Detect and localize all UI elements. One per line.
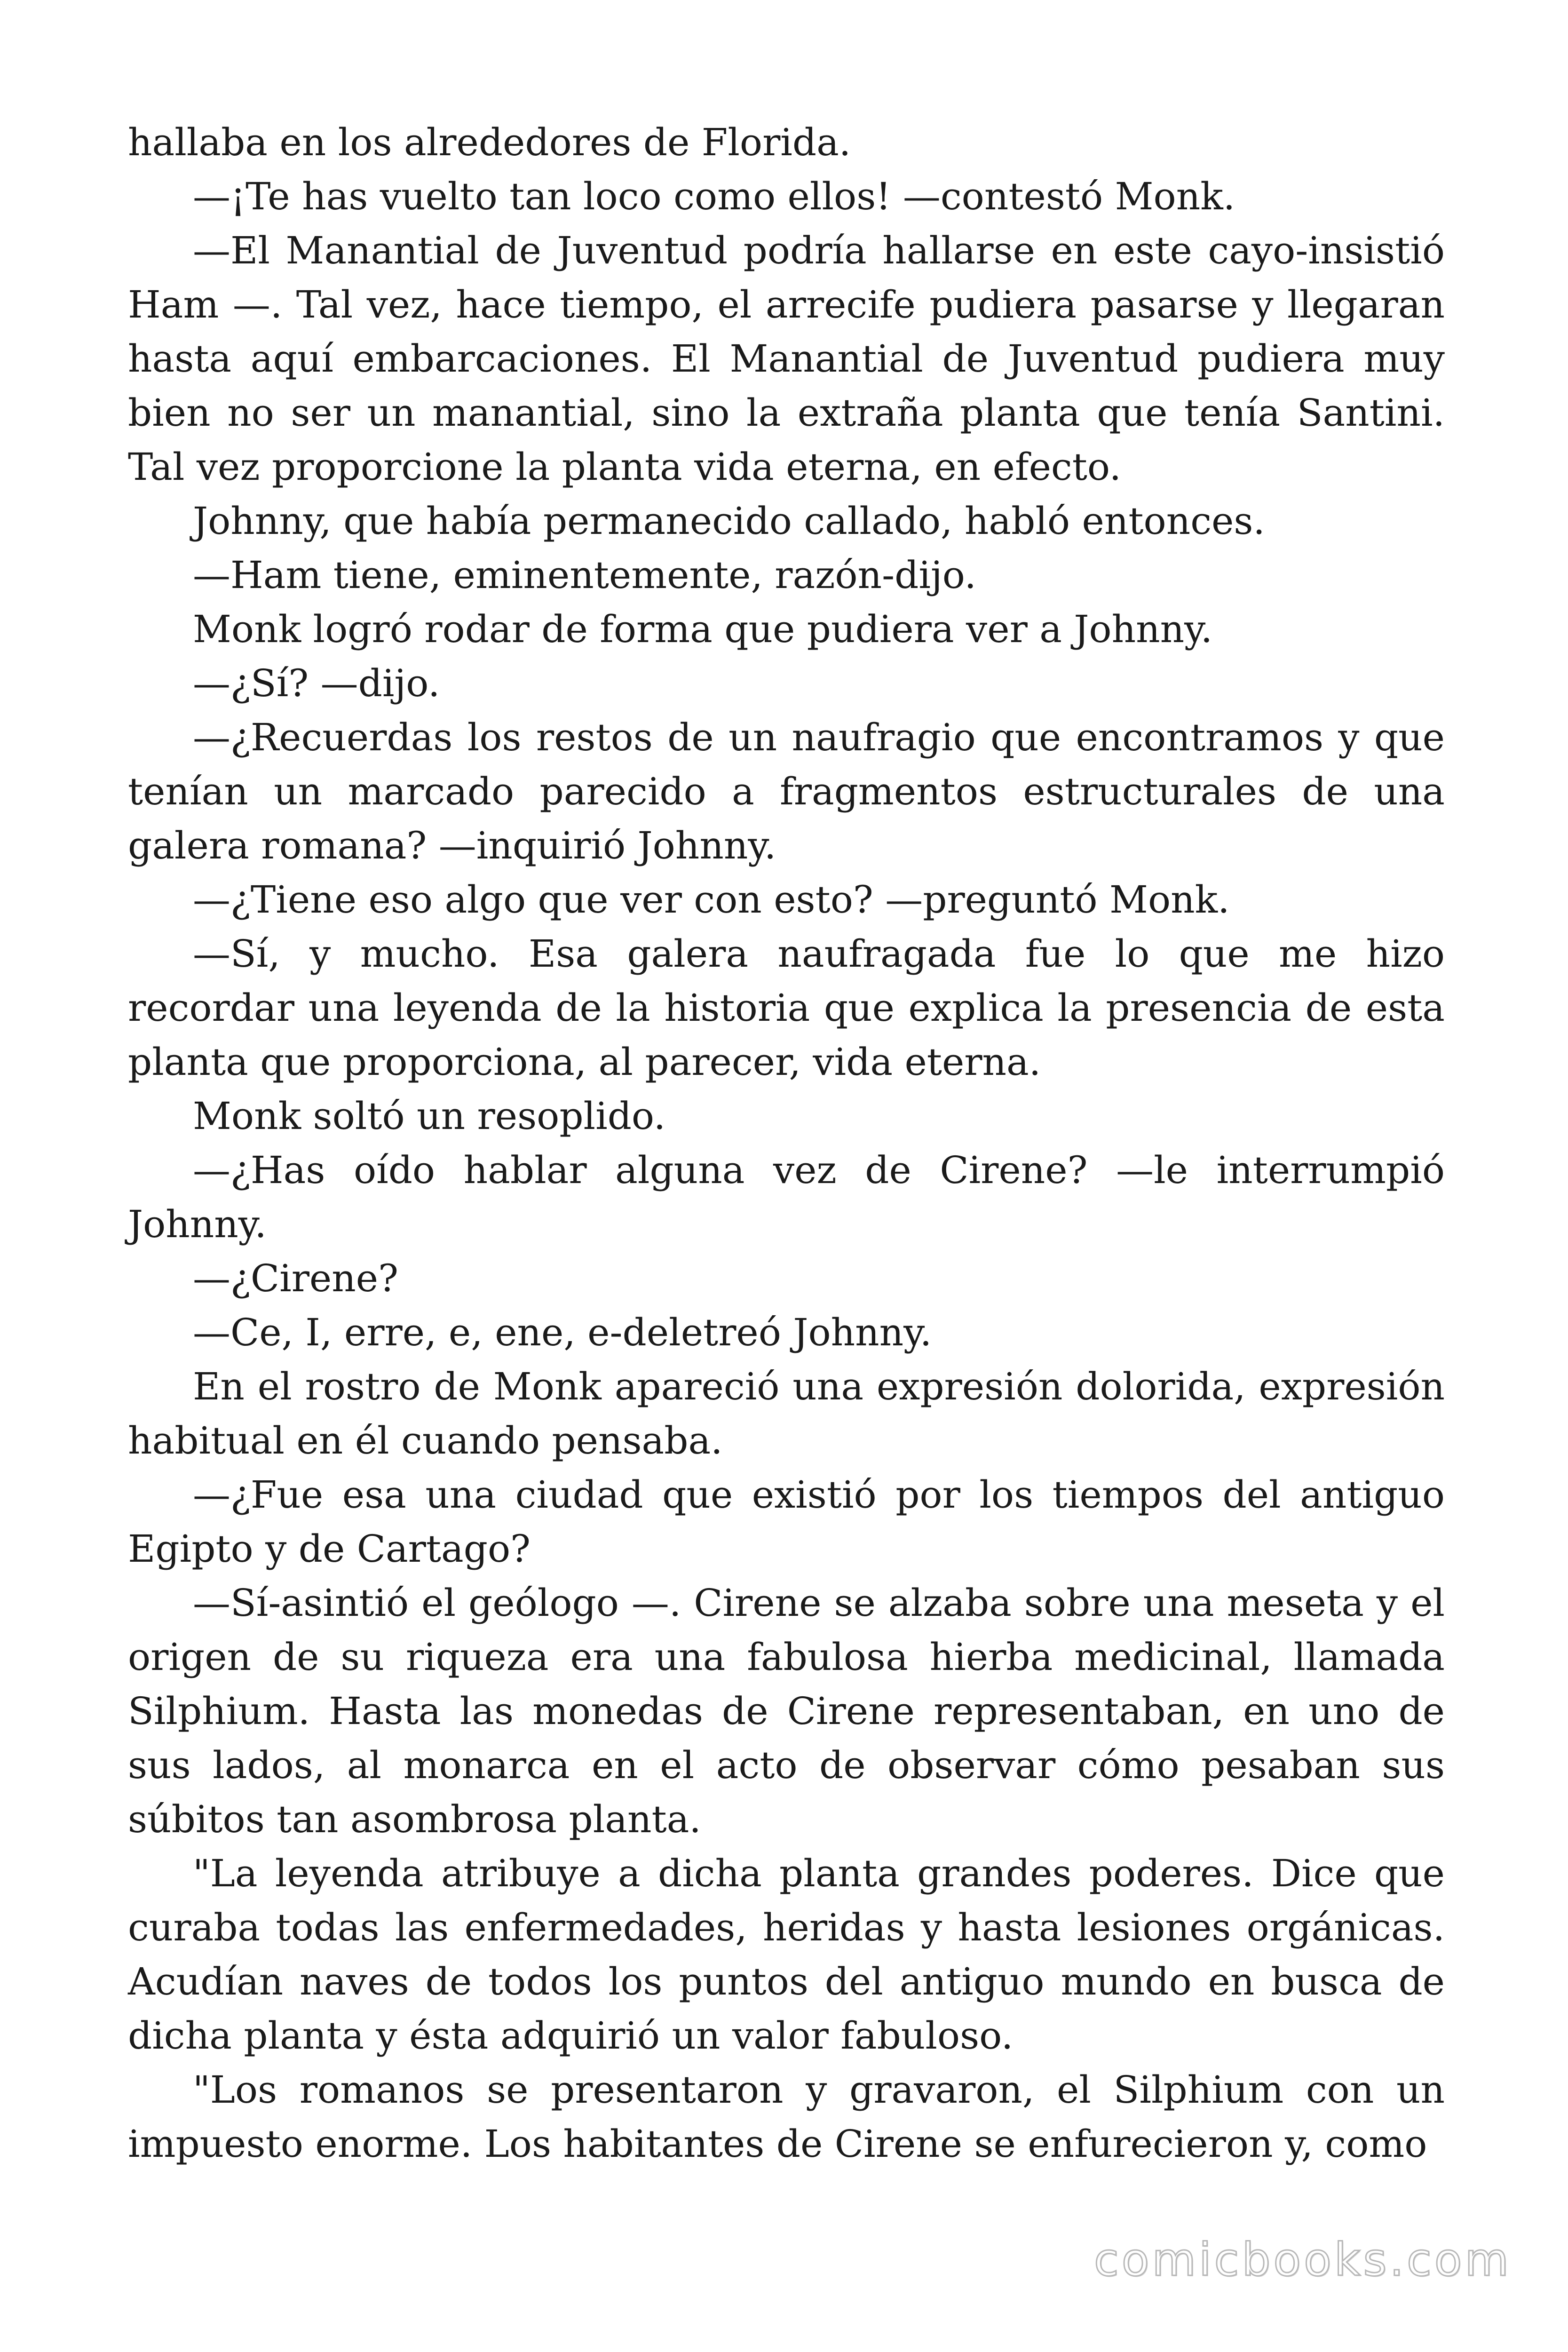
paragraph-continuation: hallaba en los alrededores de Florida.	[128, 120, 851, 164]
paragraph: —¿Cirene?	[193, 1256, 399, 1300]
paragraph: —Sí-asintió el geólogo —. Cirene se alzaba sobre una meseta y el origen de su riqueza era una fabulosa hierba medicinal, llamada Silphium. Hasta las monedas de Cirene representaban, en uno de sus lados, al monarca en el acto de observar cómo pesaban sus súbitos tan asombrosa planta.	[128, 1581, 1445, 1841]
paragraph: —¿Has oído hablar alguna vez de Cirene? —le interrumpió Johnny.	[128, 1148, 1445, 1246]
paragraph: —¿Sí? —dijo.	[193, 661, 440, 705]
paragraph: —¿Recuerdas los restos de un naufragio que encontramos y que tenían un marcado parecido a fragmentos estructurales de una galera romana? —inquirió Johnny.	[128, 715, 1445, 867]
paragraph: "Los romanos se presentaron y gravaron, el Silphium con un impuesto enorme. Los habitantes de Cirene se enfurecieron y, como	[128, 2068, 1445, 2166]
paragraph: Monk soltó un resoplido.	[193, 1094, 666, 1138]
paragraph: —El Manantial de Juventud podría hallarse en este cayo-insistió Ham —. Tal vez, hace tiempo, el arrecife pudiera pasarse y llegaran hasta aquí embarcaciones. El Manantial de Juventud pudiera muy bien no ser un manantial, sino la extraña planta que tenía Santini. Tal vez proporcione la planta vida eterna, en efecto.	[128, 229, 1445, 489]
paragraph: —¿Fue esa una ciudad que existió por los tiempos del antiguo Egipto y de Cartago?	[128, 1473, 1445, 1571]
paragraph: Johnny, que había permanecido callado, habló entonces.	[193, 499, 1265, 543]
paragraph: —¡Te has vuelto tan loco como ellos! —contestó Monk.	[193, 175, 1235, 218]
paragraph: —Ce, I, erre, e, ene, e-deletreó Johnny.	[193, 1311, 932, 1354]
paragraph: —Sí, y mucho. Esa galera naufragada fue lo que me hizo recordar una leyenda de la historia que explica la presencia de esta planta que proporciona, al parecer, vida eterna.	[128, 932, 1445, 1084]
paragraph: —Ham tiene, eminentemente, razón-dijo.	[193, 553, 976, 597]
paragraph: "La leyenda atribuye a dicha planta grandes poderes. Dice que curaba todas las enfermedades, heridas y hasta lesiones orgánicas. Acudían naves de todos los puntos del antiguo mundo en busca de dicha planta y ésta adquirió un valor fabuloso.	[128, 1851, 1445, 2058]
paragraph: Monk logró rodar de forma que pudiera ver a Johnny.	[193, 607, 1213, 651]
paragraph: En el rostro de Monk apareció una expresión dolorida, expresión habitual en él cuando pensaba.	[128, 1365, 1445, 1462]
watermark: comicbooks.com	[1093, 2233, 1512, 2286]
paragraph: —¿Tiene eso algo que ver con esto? —preguntó Monk.	[193, 878, 1230, 922]
page-body	[128, 115, 1445, 2171]
